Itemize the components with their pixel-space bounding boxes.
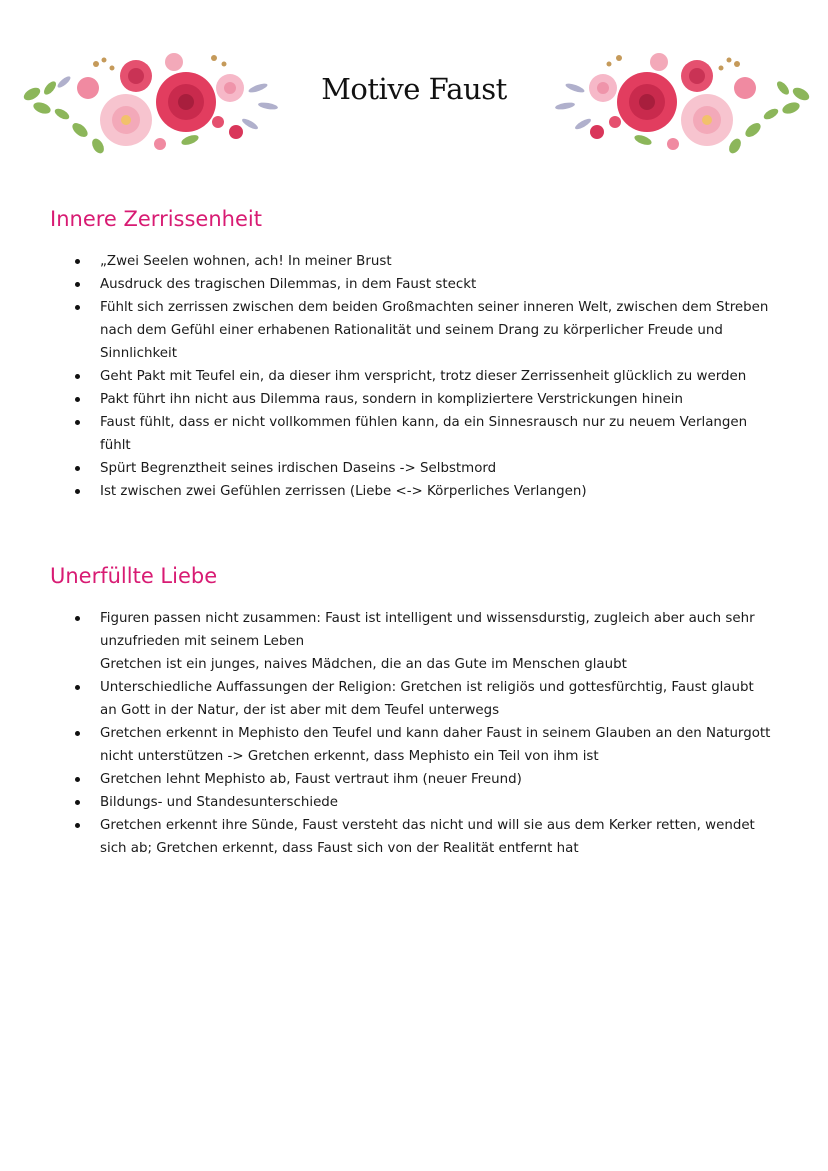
list-item: Geht Pakt mit Teufel ein, da dieser ihm verspricht, trotz dieser Zerrissenheit glücklich zu werden [0,365,828,388]
bullet-icon [75,616,80,621]
floral-bouquet-icon [550,48,815,163]
list-item: Unterschiedliche Auffassungen der Religion: Gretchen ist religiös und gottesfürchtig, Faust glaubt an Gott in der Natur, der ist aber mit dem Teufel unterwegs [0,676,828,722]
bullet-icon [75,420,80,425]
floral-bouquet-icon [18,48,283,163]
bullet-icon [75,305,80,310]
bullet-icon [75,731,80,736]
list-item: Ist zwischen zwei Gefühlen zerrissen (Liebe <-> Körperliches Verlangen) [0,480,828,503]
list-item: Gretchen lehnt Mephisto ab, Faust vertraut ihm (neuer Freund) [0,768,828,791]
bullet-list [0,607,828,860]
bullet-icon [75,823,80,828]
section-heading: Innere Zerrissenheit [50,207,262,231]
list-item: Fühlt sich zerrissen zwischen dem beiden Großmachten seiner inneren Welt, zwischen dem Streben nach dem Gefühl einer erhabenen Rationalität und seinem Drang zu körperlicher Freude und Sinnlichkeit [0,296,828,365]
list-item: „Zwei Seelen wohnen, ach! In meiner Brust [0,250,828,273]
section-heading: Unerfüllte Liebe [50,564,218,588]
list-item: Pakt führt ihn nicht aus Dilemma raus, sondern in kompliziertere Verstrickungen hinein [0,388,828,411]
list-item: Gretchen erkennt in Mephisto den Teufel und kann daher Faust in seinem Glauben an den Naturgott nicht unterstützen -> Gretchen erkennt, dass Mephisto ein Teil von ihm ist [0,722,828,768]
bullet-icon [75,374,80,379]
page-header [0,0,828,180]
section-unerfuellte-liebe [0,564,828,860]
list-item: Bildungs- und Standesunterschiede [0,791,828,814]
section-innere-zerrissenheit [0,207,828,503]
list-item: Faust fühlt, dass er nicht vollkommen fühlen kann, da ein Sinnesrausch nur zu neuem Verlangen fühlt [0,411,828,457]
bullet-icon [75,777,80,782]
list-item: Ausdruck des tragischen Dilemmas, in dem Faust steckt [0,273,828,296]
bullet-list [0,250,828,503]
page-title: Motive Faust [321,72,507,106]
list-item: Figuren passen nicht zusammen: Faust ist intelligent und wissensdurstig, zugleich aber auch sehr unzufrieden mit seinem Leben Gretchen ist ein junges, naives Mädchen, die an das Gute im Menschen glaubt [0,607,828,676]
bullet-icon [75,466,80,471]
list-item: Gretchen erkennt ihre Sünde, Faust versteht das nicht und will sie aus dem Kerker retten, wendet sich ab; Gretchen erkennt, dass Faust sich von der Realität entfernt hat [0,814,828,860]
bullet-icon [75,397,80,402]
bullet-icon [75,259,80,264]
list-item: Spürt Begrenztheit seines irdischen Daseins -> Selbstmord [0,457,828,480]
bullet-icon [75,800,80,805]
bullet-icon [75,282,80,287]
bullet-icon [75,489,80,494]
bullet-icon [75,685,80,690]
